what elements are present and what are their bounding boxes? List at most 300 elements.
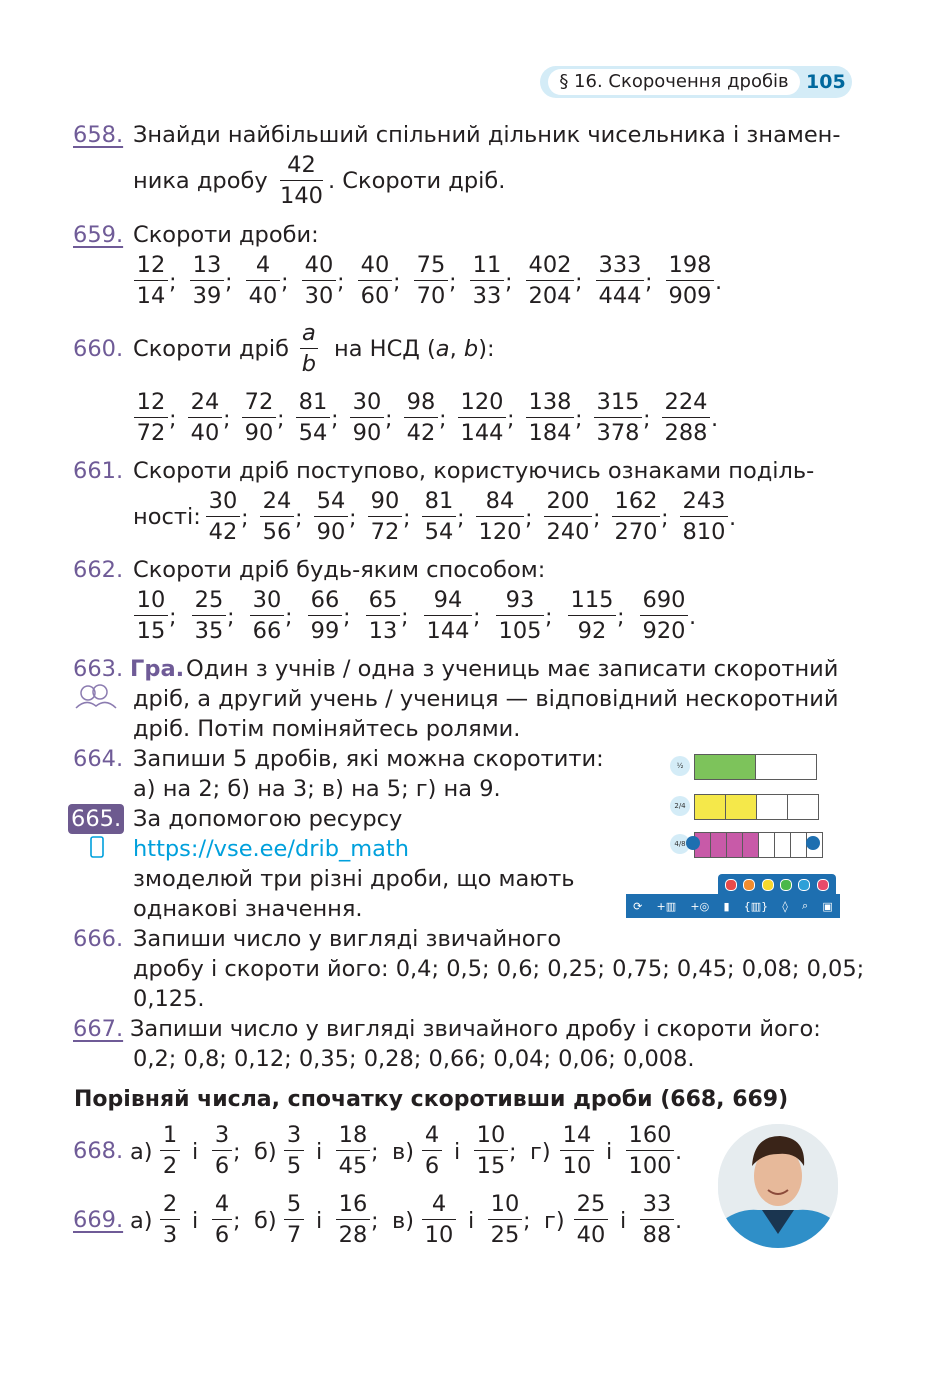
conjunction: і — [192, 1208, 199, 1234]
numerator: 12 — [134, 387, 168, 418]
fraction — [666, 250, 714, 311]
numerator: 16 — [336, 1189, 370, 1220]
denominator: 35 — [194, 618, 224, 644]
numerator: 25 — [192, 585, 226, 616]
separator: ; — [575, 406, 583, 432]
numerator: 12 — [134, 250, 168, 281]
numerator: 243 — [680, 486, 728, 517]
numerator: 198 — [666, 250, 714, 281]
student-photo — [718, 1124, 838, 1248]
separator: ; — [331, 406, 339, 432]
numerator: 5 — [284, 1189, 304, 1220]
numerator: 10 — [134, 585, 168, 616]
separator: ; — [449, 269, 457, 295]
denominator: 99 — [310, 618, 340, 644]
numerator: 30 — [350, 387, 384, 418]
denominator: 6 — [214, 1222, 230, 1248]
numerator: 98 — [404, 387, 438, 418]
arrow-right-icon[interactable] — [806, 836, 820, 850]
color-swatch[interactable] — [743, 879, 755, 891]
compare-row — [130, 1120, 710, 1184]
numerator: 81 — [422, 486, 456, 517]
bar-segment[interactable] — [710, 832, 726, 858]
exercise-text: Скороти дріб будь-яким способом: — [133, 557, 546, 583]
fraction — [640, 1189, 674, 1250]
denominator: 6 — [214, 1153, 230, 1179]
numerator: 30 — [206, 486, 240, 517]
numerator: 66 — [308, 585, 342, 616]
fraction — [160, 1189, 180, 1250]
part-label: б) — [254, 1208, 277, 1234]
denominator: 6 — [424, 1153, 440, 1179]
fraction — [302, 250, 336, 311]
separator: ; — [277, 406, 285, 432]
conjunction: і — [606, 1139, 613, 1165]
exercise-text: Скороти дріб — [133, 336, 289, 362]
fraction — [206, 486, 240, 547]
denominator: 39 — [192, 283, 222, 309]
denominator: 204 — [528, 283, 572, 309]
app-toolbar[interactable] — [626, 894, 840, 918]
color-swatch[interactable] — [725, 879, 737, 891]
fraction — [488, 1189, 522, 1250]
numerator: 3 — [212, 1120, 232, 1151]
denominator: 105 — [498, 618, 542, 644]
denominator: 10 — [424, 1222, 454, 1248]
separator: ; — [457, 505, 465, 531]
denominator: 88 — [642, 1222, 672, 1248]
denominator: 810 — [682, 519, 726, 545]
numerator: 4 — [246, 250, 280, 281]
numerator: 4 — [422, 1189, 456, 1220]
split-icon[interactable]: ▮ — [723, 899, 730, 913]
fraction-row — [134, 585, 734, 649]
section-heading: Порівняй числа, спочатку скоротивши дроби (668, 669) — [74, 1087, 789, 1112]
denominator: 444 — [598, 283, 642, 309]
denominator: 5 — [286, 1153, 302, 1179]
fraction-row — [134, 250, 834, 314]
denominator: 42 — [406, 420, 436, 446]
exercise-number-666: 666. — [73, 926, 124, 952]
numerator: 224 — [662, 387, 710, 418]
fraction — [626, 1120, 674, 1181]
fraction — [246, 250, 280, 311]
denominator: 144 — [426, 618, 470, 644]
numerator: 24 — [260, 486, 294, 517]
resource-link[interactable]: https://vse.ee/drib_math — [133, 836, 410, 862]
separator: ; — [169, 604, 177, 630]
denominator: 7 — [286, 1222, 302, 1248]
exercise-text: ника дробу — [133, 168, 268, 194]
bar-segment[interactable] — [725, 794, 756, 820]
denominator: 920 — [642, 618, 686, 644]
fraction — [350, 387, 384, 448]
numerator: 4 — [212, 1189, 232, 1220]
denominator: 909 — [668, 283, 712, 309]
numerator: 11 — [470, 250, 504, 281]
separator: . — [675, 1139, 683, 1165]
separator: . — [689, 604, 697, 630]
part-label: г) — [530, 1139, 551, 1165]
separator: ; — [169, 406, 177, 432]
separator: ; — [349, 505, 357, 531]
conjunction: і — [316, 1139, 323, 1165]
bar-segment[interactable] — [774, 832, 790, 858]
numerator: 160 — [626, 1120, 674, 1151]
numerator: 54 — [314, 486, 348, 517]
numerator: 81 — [296, 387, 330, 418]
numerator: 402 — [526, 250, 574, 281]
arrow-left-icon[interactable] — [686, 836, 700, 850]
separator: ; — [401, 604, 409, 630]
fraction — [284, 1120, 304, 1181]
fraction — [422, 1120, 442, 1181]
exercise-text: дріб. Потім поміняйтесь ролями. — [133, 716, 521, 742]
add-circle-icon[interactable]: +◎ — [690, 899, 710, 913]
bar-segment[interactable] — [755, 754, 817, 780]
compare-row — [130, 1189, 710, 1253]
denominator: 3 — [162, 1222, 178, 1248]
denominator: 288 — [664, 420, 708, 446]
denominator: 54 — [298, 420, 328, 446]
page-number: 105 — [806, 71, 846, 93]
denominator: 100 — [628, 1153, 672, 1179]
fraction — [250, 585, 284, 646]
numerator: 13 — [190, 250, 224, 281]
numerator: 690 — [640, 585, 688, 616]
separator: ; — [473, 604, 481, 630]
exercise-number-665: 665. — [68, 804, 124, 834]
numerator: 14 — [560, 1120, 594, 1151]
numerator: 138 — [526, 387, 574, 418]
game-label: Гра. — [130, 656, 185, 682]
color-swatch[interactable] — [780, 879, 792, 891]
fraction — [662, 387, 710, 448]
separator: ; — [223, 406, 231, 432]
separator: ; — [439, 406, 447, 432]
separator: ; — [385, 406, 393, 432]
numerator: 40 — [358, 250, 392, 281]
bar-label: ½ — [670, 756, 690, 776]
fraction — [476, 486, 524, 547]
denominator: 13 — [368, 618, 398, 644]
bar-segment[interactable] — [742, 832, 758, 858]
denominator: 30 — [304, 283, 334, 309]
separator: ; — [225, 269, 233, 295]
phone-icon — [90, 836, 104, 858]
window-icon[interactable]: ▣ — [822, 899, 833, 913]
fraction — [424, 585, 472, 646]
separator: ; — [281, 269, 289, 295]
separator: ; — [295, 505, 303, 531]
fraction — [458, 387, 506, 448]
exercise-text: Скороти дріб поступово, користуючись ознаками поділь- — [133, 458, 815, 484]
denominator: 40 — [248, 283, 278, 309]
bar-label: 4/8 — [670, 834, 690, 854]
bar-segment[interactable] — [758, 832, 774, 858]
bar-segment[interactable] — [790, 832, 806, 858]
fraction — [308, 585, 342, 646]
fraction — [358, 250, 392, 311]
exercise-text: дріб, а другий учень / учениця — відповідний нескоротний — [133, 686, 839, 712]
part-label: а) — [130, 1139, 153, 1165]
separator: ; — [393, 269, 401, 295]
numerator: 4 — [422, 1120, 442, 1151]
fraction — [188, 387, 222, 448]
numerator: 40 — [302, 250, 336, 281]
part-label: в) — [392, 1139, 415, 1165]
fraction — [296, 387, 330, 448]
denominator: 66 — [252, 618, 282, 644]
denominator: 54 — [424, 519, 454, 545]
color-swatch[interactable] — [817, 879, 829, 891]
fraction-row — [206, 486, 806, 550]
separator: . — [729, 505, 737, 531]
fraction — [212, 1120, 232, 1181]
exercise-text: Знайди найбільший спільний дільник чисельника і знамен- — [133, 122, 841, 148]
separator: ; — [285, 604, 293, 630]
separator: ; — [645, 269, 653, 295]
brackets-icon[interactable]: {▥} — [743, 899, 769, 913]
numerator: 10 — [474, 1120, 508, 1151]
fraction — [470, 250, 504, 311]
separator: ; — [525, 505, 533, 531]
fraction — [640, 585, 688, 646]
numerator: 94 — [424, 585, 472, 616]
denominator: 184 — [528, 420, 572, 446]
separator: ; — [575, 269, 583, 295]
exercise-number-660: 660. — [73, 336, 124, 362]
fraction-bar — [694, 832, 823, 858]
exercise-number-662: 662. — [73, 557, 124, 583]
exercise-number-658[interactable]: 658. — [73, 122, 124, 148]
separator: . — [675, 1208, 683, 1234]
color-palette[interactable] — [718, 874, 836, 896]
exercise-text: Скороти дроби: — [133, 222, 319, 248]
denominator: 90 — [244, 420, 274, 446]
numerator: 33 — [640, 1189, 674, 1220]
exercise-number-663: 663. — [73, 656, 124, 682]
numerator: 24 — [188, 387, 222, 418]
fill-icon[interactable]: ◊ — [782, 899, 788, 913]
numerator: 162 — [612, 486, 660, 517]
exercise-text: ності: — [133, 504, 201, 530]
zoom-icon[interactable]: ⌕ — [801, 899, 809, 912]
conjunction: і — [316, 1208, 323, 1234]
numerator: 10 — [488, 1189, 522, 1220]
separator: ; — [545, 604, 553, 630]
separator: ; — [343, 604, 351, 630]
separator: ; — [403, 505, 411, 531]
separator: ; — [523, 1208, 531, 1234]
denominator: 240 — [546, 519, 590, 545]
denominator: 60 — [360, 283, 390, 309]
numerator: 115 — [568, 585, 616, 616]
denominator: 15 — [136, 618, 166, 644]
fraction — [560, 1120, 594, 1181]
fraction-row — [134, 387, 834, 451]
exercise-text: . Скороти дріб. — [328, 168, 506, 194]
fraction: $\frac{a}{b}$ — [301, 320, 317, 377]
add-bar-icon[interactable]: +▥ — [656, 899, 677, 913]
denominator: 25 — [490, 1222, 520, 1248]
numerator: 3 — [284, 1120, 304, 1151]
numerator: 120 — [458, 387, 506, 418]
denominator: 2 — [162, 1153, 178, 1179]
denominator: 144 — [460, 420, 504, 446]
denominator: 72 — [370, 519, 400, 545]
fraction — [134, 585, 168, 646]
denominator: 90 — [352, 420, 382, 446]
fraction-bar — [694, 754, 817, 780]
conjunction: і — [620, 1208, 627, 1234]
numerator: 200 — [544, 486, 592, 517]
separator: ; — [593, 505, 601, 531]
fraction — [314, 486, 348, 547]
exercise-text: Запиши число у вигляді звичайного — [133, 926, 562, 952]
fraction — [336, 1120, 370, 1181]
bar-segment[interactable] — [756, 794, 787, 820]
separator: ; — [241, 505, 249, 531]
fraction — [422, 486, 456, 547]
separator: . — [711, 406, 719, 432]
separator: ; — [337, 269, 345, 295]
denominator: 70 — [416, 283, 446, 309]
fraction-bar — [694, 794, 819, 820]
numerator: 18 — [336, 1120, 370, 1151]
denominator: 28 — [338, 1222, 368, 1248]
fraction — [414, 250, 448, 311]
fraction — [212, 1189, 232, 1250]
bar-segment[interactable] — [694, 794, 725, 820]
denominator: 270 — [614, 519, 658, 545]
denominator: 42 — [208, 519, 238, 545]
part-label: в) — [392, 1208, 415, 1234]
refresh-icon[interactable]: ⟳ — [633, 899, 643, 913]
part-label: б) — [254, 1139, 277, 1165]
separator: ; — [661, 505, 669, 531]
fraction — [368, 486, 402, 547]
bar-segment[interactable] — [787, 794, 819, 820]
exercise-text: дробу і скороти його: 0,4; 0,5; 0,6; 0,25; 0,75; 0,45; 0,08; 0,05; — [133, 956, 865, 982]
fraction — [496, 585, 544, 646]
fraction — [260, 486, 294, 547]
fraction: $\frac{42}{140}$ — [280, 152, 323, 209]
fraction — [594, 387, 642, 448]
separator: ; — [371, 1139, 379, 1165]
denominator: 90 — [316, 519, 346, 545]
exercise-text: Запиши 5 дробів, які можна скоротити: — [133, 746, 604, 772]
exercise-text: змоделюй три різні дроби, що мають — [133, 866, 575, 892]
exercise-text: 0,125. — [133, 986, 205, 1012]
denominator: 378 — [596, 420, 640, 446]
fraction-app-preview — [626, 748, 840, 920]
fraction — [336, 1189, 370, 1250]
exercise-number-664: 664. — [73, 746, 124, 772]
exercise-text: на НСД (a, b): — [334, 336, 495, 362]
separator: ; — [509, 1139, 517, 1165]
numerator: 75 — [414, 250, 448, 281]
pair-work-icon — [74, 684, 118, 710]
conjunction: і — [192, 1139, 199, 1165]
denominator: 72 — [136, 420, 166, 446]
separator: ; — [371, 1208, 379, 1234]
part-label: г) — [544, 1208, 565, 1234]
fraction — [404, 387, 438, 448]
separator: ; — [617, 604, 625, 630]
fraction — [192, 585, 226, 646]
separator: ; — [233, 1139, 241, 1165]
denominator: 40 — [190, 420, 220, 446]
fraction — [134, 387, 168, 448]
conjunction: і — [454, 1139, 461, 1165]
denominator: 120 — [478, 519, 522, 545]
exercise-text: а) на 2; б) на 3; в) на 5; г) на 9. — [133, 776, 501, 802]
denominator: 15 — [476, 1153, 506, 1179]
fraction — [574, 1189, 608, 1250]
exercise-text: однакові значення. — [133, 896, 363, 922]
fraction — [134, 250, 168, 311]
fraction — [284, 1189, 304, 1250]
exercise-text: 0,2; 0,8; 0,12; 0,35; 0,28; 0,66; 0,04; 0,06; 0,008. — [133, 1046, 695, 1072]
denominator: 40 — [576, 1222, 606, 1248]
exercise-text: Запиши число у вигляді звичайного дробу і скороти його: — [130, 1016, 821, 1042]
fraction — [526, 250, 574, 311]
part-label: а) — [130, 1208, 153, 1234]
exercise-number-668: 668. — [73, 1138, 124, 1164]
fraction — [422, 1189, 456, 1250]
separator: ; — [169, 269, 177, 295]
numerator: 65 — [366, 585, 400, 616]
separator: ; — [505, 269, 513, 295]
numerator: 333 — [596, 250, 644, 281]
denominator: 56 — [262, 519, 292, 545]
denominator: 10 — [562, 1153, 592, 1179]
fraction — [612, 486, 660, 547]
denominator: 45 — [338, 1153, 368, 1179]
exercise-number-667[interactable]: 667. — [73, 1016, 124, 1042]
fraction — [568, 585, 616, 646]
color-swatch[interactable] — [798, 879, 810, 891]
section-title: § 16. Скорочення дробів — [548, 69, 800, 95]
fraction — [526, 387, 574, 448]
fraction — [544, 486, 592, 547]
denominator: 92 — [577, 618, 607, 644]
exercise-number-659[interactable]: 659. — [73, 222, 124, 248]
conjunction: і — [468, 1208, 475, 1234]
bar-segment[interactable] — [726, 832, 742, 858]
fraction — [160, 1120, 180, 1181]
numerator: 84 — [476, 486, 524, 517]
bar-segment[interactable] — [694, 754, 755, 780]
denominator: 14 — [136, 283, 166, 309]
numerator: 30 — [250, 585, 284, 616]
bar-label: 2/4 — [670, 796, 690, 816]
separator: ; — [227, 604, 235, 630]
numerator: 2 — [160, 1189, 180, 1220]
numerator: 90 — [368, 486, 402, 517]
separator: ; — [507, 406, 515, 432]
separator: ; — [643, 406, 651, 432]
numerator: 25 — [574, 1189, 608, 1220]
color-swatch[interactable] — [762, 879, 774, 891]
exercise-number-669[interactable]: 669. — [73, 1207, 124, 1233]
fraction — [474, 1120, 508, 1181]
numerator: 1 — [160, 1120, 180, 1151]
separator: ; — [233, 1208, 241, 1234]
separator: . — [715, 269, 723, 295]
exercise-text: Один з учнів / одна з учениць має записати скоротний — [186, 656, 839, 682]
